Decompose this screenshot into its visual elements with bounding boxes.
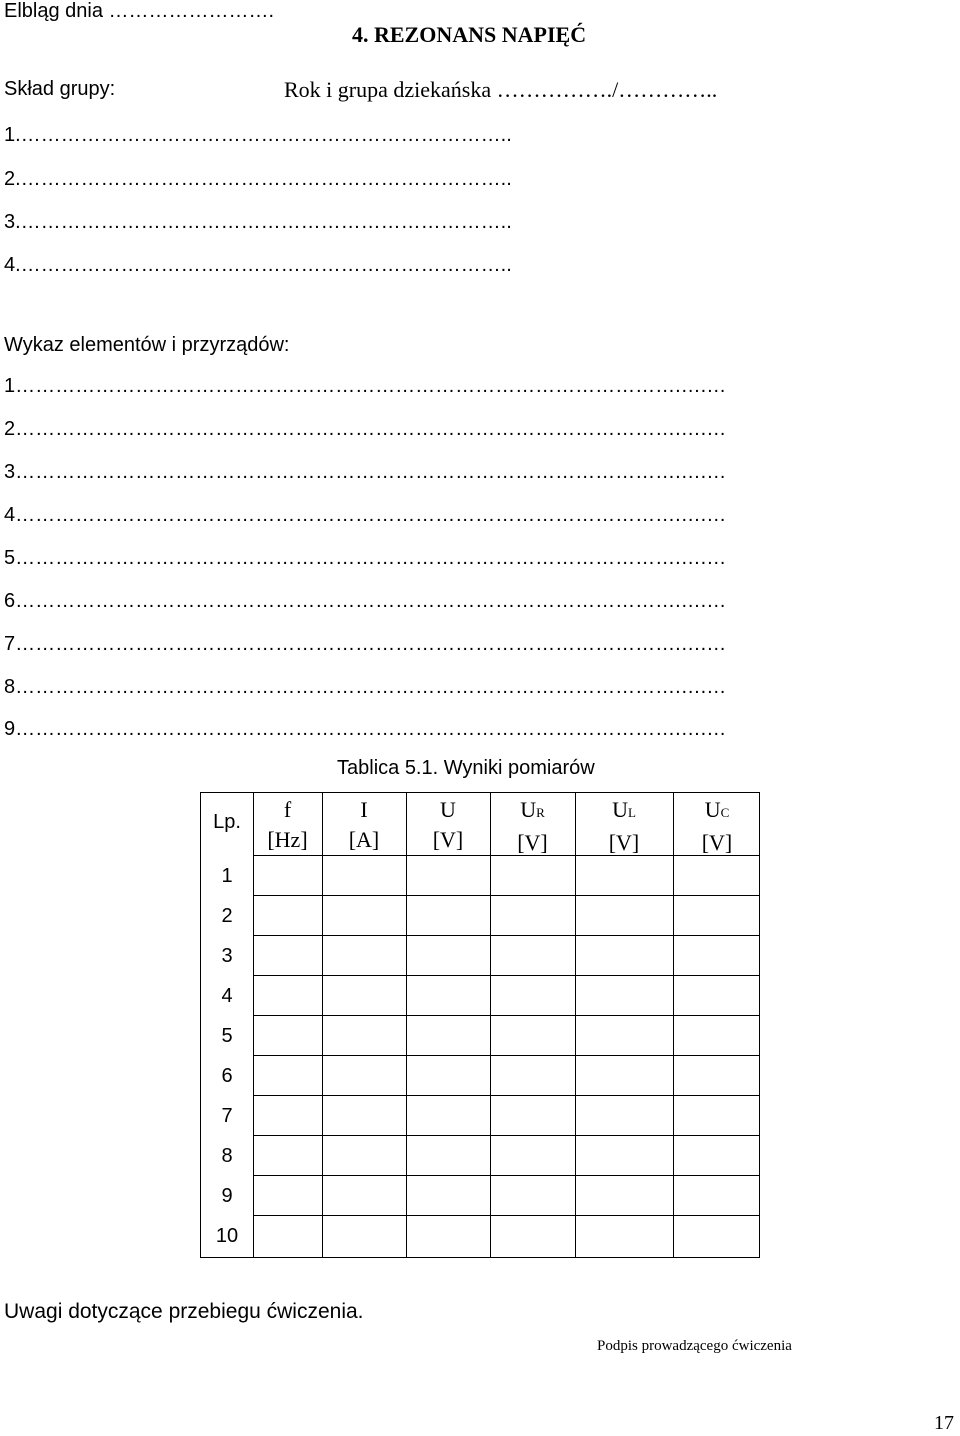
- row-divider: [253, 1055, 759, 1056]
- group-label: Skład grupy:: [4, 78, 116, 100]
- row-divider: [253, 1175, 759, 1176]
- header-uc-subscript: C: [720, 805, 730, 820]
- column-divider: [673, 793, 674, 1257]
- member-line-3: 3.………………………………………………………………..: [4, 211, 512, 233]
- element-line-4: 4……………………………………………………………………………………….….…: [4, 504, 727, 526]
- year-group-field: Rok i grupa dziekańska ……………./…………..: [284, 77, 718, 102]
- header-ur-unit: [V]: [517, 830, 548, 855]
- row-divider: [253, 1215, 759, 1216]
- row-divider: [253, 1015, 759, 1016]
- results-table: [200, 792, 760, 1258]
- member-line-2: 2.………………………………………………………………..: [4, 168, 512, 190]
- header-lp: Lp.: [213, 811, 241, 833]
- elements-title: Wykaz elementów i przyrządów:: [4, 334, 290, 356]
- header-f-symbol: f: [283, 797, 292, 822]
- row-number: 4: [221, 985, 233, 1007]
- element-line-8: 8……………………………………………………………………………………….….…: [4, 676, 727, 698]
- row-number: 9: [221, 1185, 233, 1207]
- header-ul-unit: [V]: [608, 830, 640, 855]
- header-ul: [575, 795, 673, 858]
- row-number: 10: [215, 1225, 239, 1247]
- row-number: 7: [221, 1105, 233, 1127]
- row-number: 5: [221, 1025, 233, 1047]
- element-line-2: 2……………………………………………………………………………………….….…: [4, 418, 727, 440]
- header-i-unit: [A]: [348, 827, 380, 852]
- column-divider: [253, 793, 254, 1257]
- header-uc: [673, 795, 761, 858]
- header-u: [406, 795, 490, 855]
- row-divider: [253, 895, 759, 896]
- member-line-4: 4.………………………………………………………………..: [4, 254, 512, 276]
- header-u-unit: [V]: [432, 827, 464, 852]
- date-line: Elbląg dnia …………………….: [4, 0, 275, 22]
- header-ul-subscript: L: [627, 805, 636, 820]
- element-line-5: 5……………………………………………………………………………………….….…: [4, 547, 727, 569]
- row-number: 1: [221, 865, 233, 887]
- header-i: [322, 795, 406, 855]
- column-divider: [406, 793, 407, 1257]
- header-ur: [490, 795, 575, 858]
- header-ul-symbol: U: [612, 797, 628, 822]
- element-line-3: 3……………………………………………………………………………………….….…: [4, 461, 727, 483]
- column-divider: [575, 793, 576, 1257]
- row-divider: [253, 935, 759, 936]
- column-divider: [322, 793, 323, 1257]
- header-uc-unit: [V]: [701, 830, 733, 855]
- column-divider: [490, 793, 491, 1257]
- page-title: 4. REZONANS NAPIĘĆ: [352, 22, 587, 47]
- row-divider: [253, 975, 759, 976]
- signature-label: Podpis prowadzącego ćwiczenia: [597, 1338, 792, 1354]
- header-f-unit: [Hz]: [267, 827, 308, 852]
- remarks-label: Uwagi dotyczące przebiegu ćwiczenia.: [4, 1300, 364, 1323]
- row-divider: [253, 1135, 759, 1136]
- header-f: [253, 795, 322, 855]
- header-uc-symbol: U: [704, 797, 721, 822]
- row-number: 8: [221, 1145, 233, 1167]
- row-number: 3: [221, 945, 233, 967]
- table-caption: Tablica 5.1. Wyniki pomiarów: [337, 757, 595, 779]
- header-i-symbol: I: [360, 797, 368, 822]
- header-u-symbol: U: [440, 797, 456, 822]
- row-divider: [253, 1095, 759, 1096]
- member-line-1: 1.………………………………………………………………..: [4, 124, 512, 146]
- element-line-9: 9……………………………………………………………………………………….….…: [4, 718, 727, 740]
- header-ur-symbol: U: [520, 797, 537, 822]
- element-line-1: 1……………………………………………………………………………………….….…: [4, 375, 727, 397]
- row-number: 2: [221, 905, 233, 927]
- row-number: 6: [221, 1065, 233, 1087]
- header-ur-subscript: R: [536, 805, 545, 820]
- element-line-7: 7……………………………………………………………………………………….….…: [4, 633, 727, 655]
- page-number: 17: [934, 1412, 954, 1434]
- element-line-6: 6……………………………………………………………………………………….….…: [4, 590, 727, 612]
